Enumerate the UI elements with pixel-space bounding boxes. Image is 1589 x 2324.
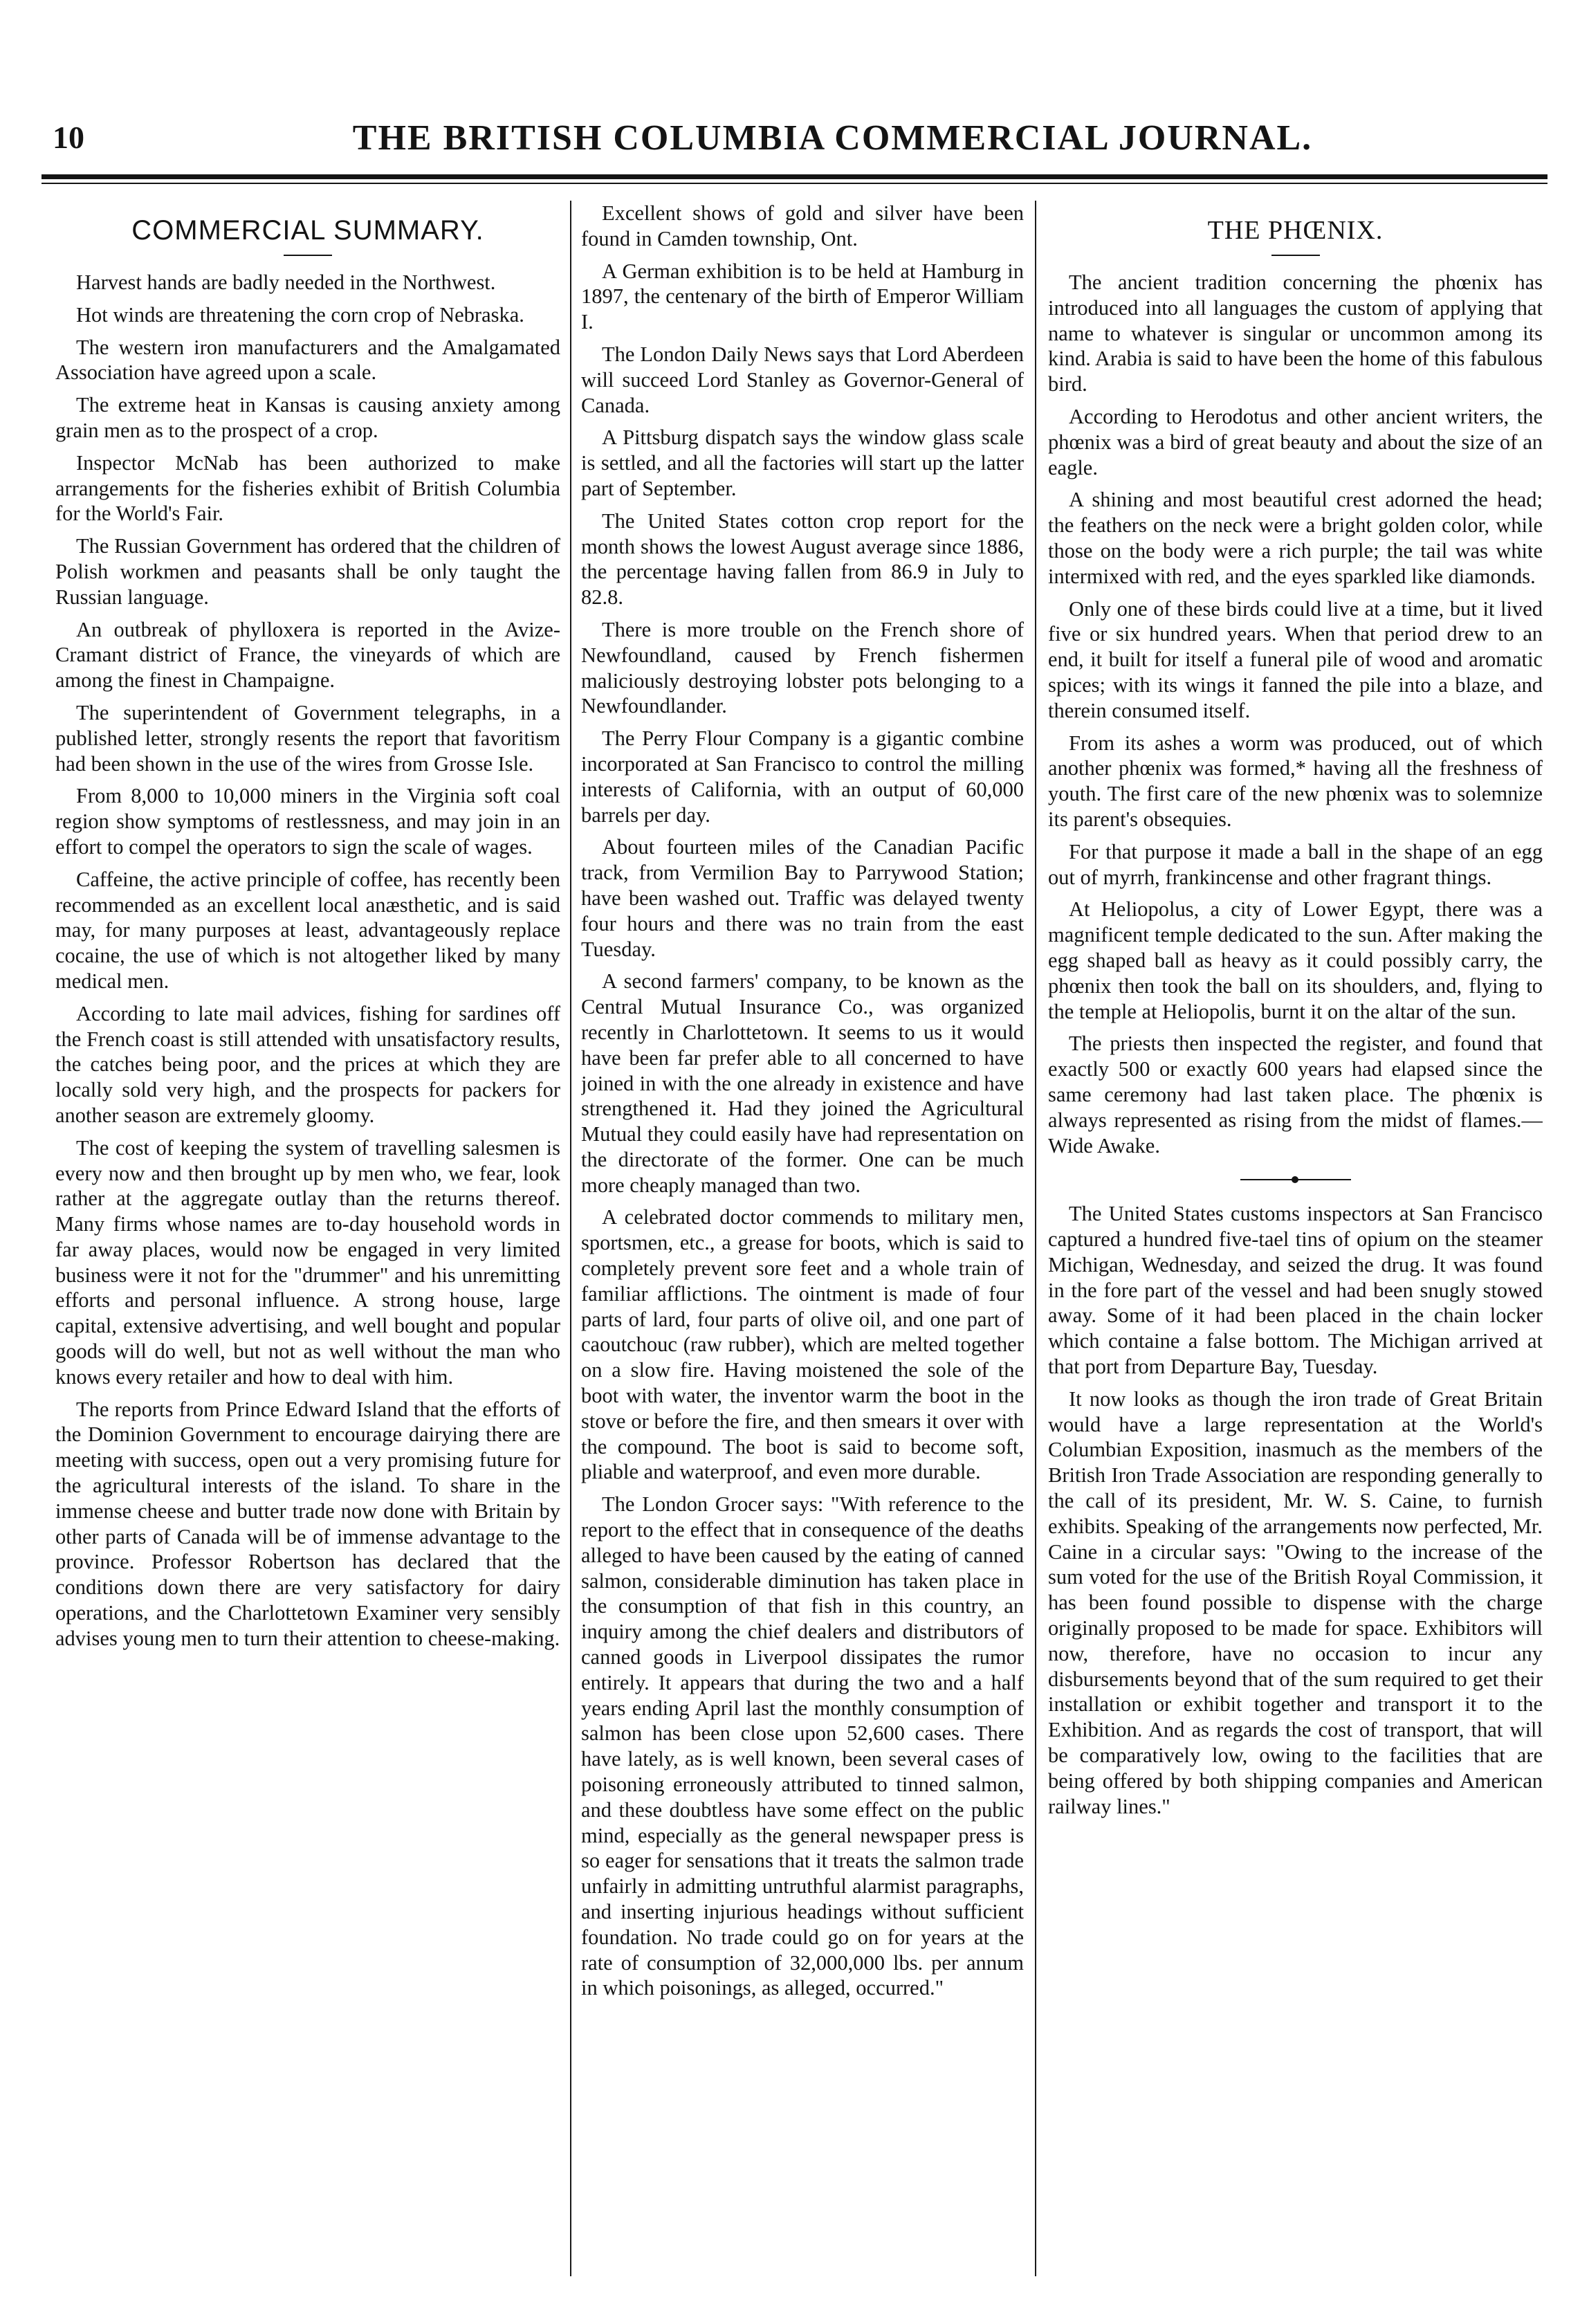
header-rule-thin (42, 183, 1547, 184)
article-paragraph: The superintendent of Government telegraphs, in a published letter, strongly resents the report that favoritism had been shown in the use of the wires from Grosse Isle. (55, 700, 560, 776)
article-paragraph: From 8,000 to 10,000 miners in the Virginia soft coal region show symptoms of restlessness, and may join in an effort to compel the operators to sign the scale of wages. (55, 784, 560, 859)
article-paragraph: The United States cotton crop report for the month shows the lowest August average since 1886, the percentage having fallen from 86.9 in July to 82.8. (581, 509, 1024, 610)
article-paragraph: Harvest hands are badly needed in the Northwest. (76, 271, 496, 294)
article-paragraph: The United States customs inspectors at San Francisco captured a hundred five-tael tins of opium on the steamer Michigan, Wednesday, and seized the drug. It was found in the fore part of the vessel and had been snugly stowed away. Some of it had been placed in the chain locker which containe a false bottom. The Michigan arrived at that port from Departure Bay, Tuesday. (1048, 1202, 1543, 1379)
article-paragraph: Hot winds are threatening the corn crop of Nebraska. (76, 302, 524, 327)
ornamental-divider (1240, 1176, 1351, 1183)
article-paragraph: It now looks as though the iron trade of Great Britain would have a large representation at the World's Columbian Exposition, inasmuch as the members of the British Iron Trade Association are responding generally to the call of its president, Mr. W. S. Caine, to furnish exhibits. Speaking of the arrangements now perfected, Mr. Caine in a circular says: "Owing to the increase of the sum voted for the use of the British Royal Commission, it has been found possible to dispense with the charge originally proposed to be made for space. Exhibitors will now, therefore, have no occasion to incur any disbursements beyond that of the sum required to get their installation or exhibit together and transport it to the Exhibition. And as regards the cost of transport, that will be comparatively low, owing to the facilities that are being offered by both shipping companies and American railway lines." (1048, 1387, 1543, 1818)
column-the-phoenix (1048, 201, 1543, 2276)
article-paragraph: The priests then inspected the register, and found that exactly 500 or exactly 600 years had elapsed since the same ceremony had last taken place. The phœnix is always represented as rising from the midst of flames.—Wide Awake. (1048, 1032, 1543, 1158)
article-paragraph: Only one of these birds could live at a time, but it lived five or six hundred years. When that period drew to an end, it built for itself a funeral pile of wood and aromatic spices; with its wings it fanned the pile into a blaze, and therein consumed itself. (1048, 596, 1543, 722)
article-paragraph: A celebrated doctor commends to military men, sportsmen, etc., a grease for boots, which is said to completely prevent sore feet and a whole train of familiar afflictions. The ointment is made of four parts of lard, four parts of olive oil, and one part of caoutchouc (raw rubber), which are melted together on a slow fire. Having moistened the sole of the boot with water, the inventor warm the boot in the stove or before the fire, and then smears it over with the compound. The boot is said to become soft, pliable and waterproof, and even more durable. (581, 1205, 1024, 1484)
article-paragraph: A second farmers' company, to be known as the Central Mutual Insurance Co., was organized recently in Charlottetown. It seems to us it would have been far prefer able to all concerned to have joined in with the one already in existence and have strengthened it. Had they joined the Agricultural Mutual they could easily have had representation on the directorate of the former. One can be much more cheaply managed than two. (581, 969, 1024, 1197)
journal-title: THE BRITISH COLUMBIA COMMERCIAL JOURNAL. (352, 118, 1313, 158)
article-paragraph: The extreme heat in Kansas is causing anxiety among grain men as to the prospect of a crop. (55, 393, 560, 442)
article-paragraph: The London Daily News says that Lord Aberdeen will succeed Lord Stanley as Governor-General of Canada. (581, 342, 1024, 417)
article-paragraph: A Pittsburg dispatch says the window glass scale is settled, and all the factories will start up the latter part of September. (581, 426, 1024, 500)
column-commercial-summary (55, 201, 560, 2276)
article-paragraph: At Heliopolus, a city of Lower Egypt, there was a magnificent temple dedicated to the sun. After making the egg shaped ball as heavy as it could possibly carry, the phœnix then took the ball on its shoulders, and, flying to the temple at Heliopolis, burnt it on the altar of the sun. (1048, 897, 1543, 1023)
page-number: 10 (53, 120, 84, 155)
column-divider-2 (1035, 201, 1036, 2276)
article-paragraph: According to Herodotus and other ancient writers, the phœnix was a bird of great beauty and about the size of an eagle. (1048, 404, 1543, 479)
article-paragraph: About fourteen miles of the Canadian Pacific track, from Vermilion Bay to Parrywood Station; have been washed out. Traffic was delayed twenty four hours and there was no train from the east Tuesday. (581, 835, 1024, 961)
heading-rule (1271, 255, 1320, 256)
article-paragraph: Excellent shows of gold and silver have been found in Camden township, Ont. (581, 201, 1024, 250)
article-paragraph: The ancient tradition concerning the phœnix has introduced into all languages the custom of applying that name to whatever is singular or uncommon among its kind. Arabia is said to have been the home of this fabulous bird. (1048, 271, 1543, 396)
article-paragraph: Inspector McNab has been authorized to make arrangements for the fisheries exhibit of British Columbia for the World's Fair. (55, 450, 560, 526)
article-paragraph: The western iron manufacturers and the Amalgamated Association have agreed upon a scale. (55, 335, 560, 385)
article-paragraph: For that purpose it made a ball in the shape of an egg out of myrrh, frankincense and other fragrant things. (1048, 839, 1543, 889)
heading-rule (284, 255, 332, 256)
column-divider-1 (570, 201, 571, 2276)
article-paragraph: There is more trouble on the French shore of Newfoundland, caused by French fishermen maliciously destroying lobster pots belonging to a Newfoundlander. (581, 617, 1024, 718)
section-heading-commercial-summary: COMMERCIAL SUMMARY. (131, 215, 484, 246)
article-paragraph: The cost of keeping the system of travelling salesmen is every now and then brought up by men who, we fear, look rather at the aggregate outlay than the returns thereof. Many firms whose names are to-day household words in far away places, would now be engaged in very limited business were it not for the "drummer" and his unremitting efforts and personal influence. A strong house, large capital, extensive advertising, and well bought and popular goods will do well, but not as well without the man who knows every retailer and how to deal with him. (55, 1135, 560, 1389)
article-paragraph: The Russian Government has ordered that the children of Polish workmen and peasants shall be only taught the Russian language. (55, 534, 560, 609)
column-news-items (581, 201, 1024, 2276)
section-heading-the-phoenix: THE PHŒNIX. (1207, 216, 1384, 245)
header-rule-thick (42, 174, 1547, 179)
article-paragraph: A German exhibition is to be held at Hamburg in 1897, the centenary of the birth of Emperor William I. (581, 259, 1024, 334)
article-paragraph: A shining and most beautiful crest adorned the head; the feathers on the neck were a bright golden color, while those on the body were a rich purple; the tail was white intermixed with red, and the eyes sparkled like diamonds. (1048, 488, 1543, 588)
article-paragraph: According to late mail advices, fishing for sardines off the French coast is still attended with unsatisfactory results, the catches being poor, and the prices at which they are locally sold very high, and the prospects for packers for another season are extremely gloomy. (55, 1001, 560, 1127)
article-paragraph: From its ashes a worm was produced, out of which another phœnix was formed,* having all the freshness of youth. The first care of the new phœnix was to solemnize its parent's obsequies. (1048, 731, 1543, 831)
article-paragraph: Caffeine, the active principle of coffee, has recently been recommended as an excellent local anæsthetic, and is said may, for many purposes at least, advantageously replace cocaine, the use of which is not altogether liked by many medical men. (55, 867, 560, 993)
article-paragraph: The reports from Prince Edward Island that the efforts of the Dominion Government to encourage dairying there are meeting with success, open out a very promising future for the agricultural interests of the island. To share in the immense cheese and butter trade now done with Britain by other parts of Canada will be of immense advantage to the province. Professor Robertson has declared that the conditions down there are very satisfactory for dairy operations, and the Charlottetown Examiner very sensibly advises young men to turn their attention to cheese-making. (55, 1397, 560, 1650)
article-paragraph: The London Grocer says: "With reference to the report to the effect that in consequence of the deaths alleged to have been caused by the eating of canned salmon, considerable diminution has taken place in the consumption of that fish in this country, an inquiry among the chief dealers and distributors of canned goods in Liverpool dissipates the rumor entirely. It appears that during the two and a half years ending April last the monthly consumption of salmon has been close upon 52,600 cases. There have lately, as is well known, been several cases of poisoning erroneously attributed to tinned salmon, and these doubtless have some effect on the public mind, especially as the general newspaper press is so eager for sensations that it treats the salmon trade unfairly in admitting untruthful alarmist paragraphs, and inserting injurious headings without sufficient foundation. No trade could go on for years at the rate of consumption of 32,000,000 lbs. per annum in which poisonings, as alleged, occurred." (581, 1492, 1024, 2000)
article-paragraph: The Perry Flour Company is a gigantic combine incorporated at San Francisco to control the milling interests of California, with an output of 60,000 barrels per day. (581, 726, 1024, 827)
article-paragraph: An outbreak of phylloxera is reported in the Avize-Cramant district of France, the vineyards of which are among the finest in Champaigne. (55, 617, 560, 693)
